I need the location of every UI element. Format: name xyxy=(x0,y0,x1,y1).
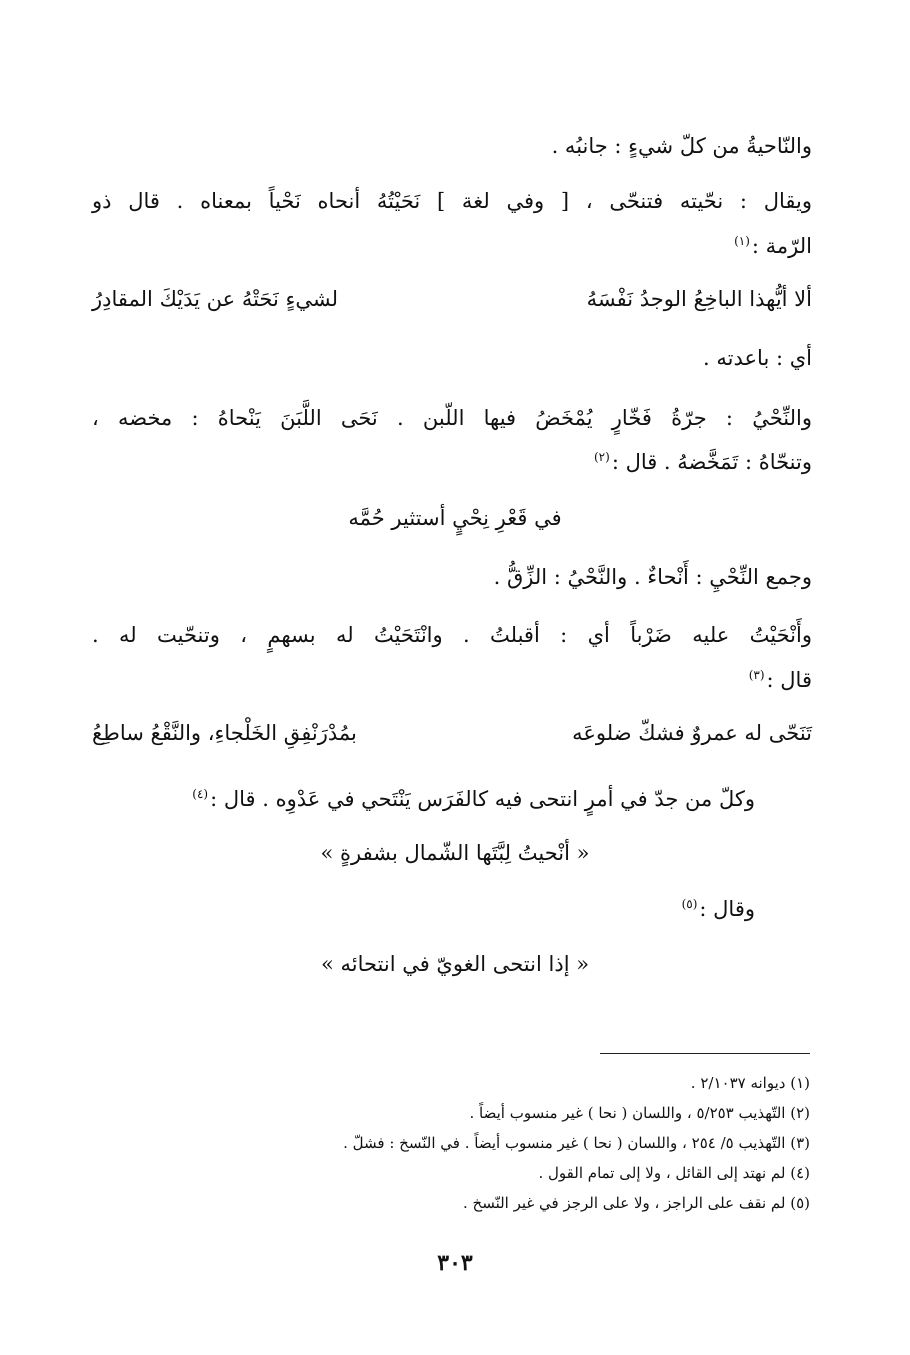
text-line: ويقال : نحّيته فتنحّى ، [ وفي لغة ] نَحَيْتُهُ أنحاه نَحْياً بمعناه . قال ذو xyxy=(92,189,812,213)
verse-first-hemistich: تَنَحّى له عمروٌ فشكّ ضلوعَه xyxy=(572,721,812,745)
footnote: (٢) التّهذيب ٥/٢٥٣ ، واللسان ( نحا ) غير منسوب أيضاً . xyxy=(469,1104,810,1122)
footnote-separator xyxy=(600,1053,810,1054)
text-segment: الرّمة : xyxy=(751,234,812,258)
text-segment: وقال : xyxy=(699,897,755,921)
text-line: أي : باعدته . xyxy=(703,346,812,370)
verse-second-hemistich: بمُدْرَنْفِقِ الخَلْجاءِ، والنَّقْعُ ساطِعُ xyxy=(92,721,357,745)
text-segment: قال : xyxy=(766,668,812,692)
footnote: (١) ديوانه ٢/١٠٣٧ . xyxy=(690,1074,810,1092)
text-line xyxy=(749,660,812,695)
text-segment: وتنحّاهُ : تَمَخَّضهُ . قال : xyxy=(611,450,812,474)
footnote-ref: (١) xyxy=(734,234,750,248)
text-segment: وكلّ من جدّ في أمرٍ انتحى فيه كالفَرَس يَنْتَحي في عَدْوِه . قال : xyxy=(210,787,755,811)
footnote-ref: (٣) xyxy=(748,668,765,682)
text-line: والنّاحيةُ من كلّ شيءٍ : جانبُه . xyxy=(551,134,812,158)
text-line xyxy=(594,442,812,477)
footnote-ref: (٤) xyxy=(192,787,209,801)
page-number: ٣٠٣ xyxy=(437,1250,473,1276)
text-line: وجمع النِّحْيِ : أَنْحاءٌ . والنَّحْيُ : الزِّقُّ . xyxy=(493,565,812,589)
text-line: وأَنْحَيْتُ عليه ضَرْباً أي : أقبلتُ . وانْتَحَيْتُ له بسهمٍ ، وتنحّيت له . xyxy=(92,623,812,647)
verse-second-hemistich: لشيءٍ نَحَتْهُ عن يَدَيْكَ المقادِرُ xyxy=(92,287,339,311)
poetry-verse: « إذا انتحى الغويّ في انتحائه » xyxy=(320,952,590,976)
footnote-ref: (٢) xyxy=(593,450,610,464)
footnote: (٤) لم نهتد إلى القائل ، ولا إلى تمام القول . xyxy=(538,1164,810,1182)
footnote: (٥) لم نقف على الراجز ، ولا على الرجز في غير النّسخ . xyxy=(462,1194,810,1212)
poetry-verse xyxy=(92,283,812,315)
poetry-verse xyxy=(92,717,812,749)
text-line xyxy=(192,779,755,814)
poetry-verse: « أنْحيتُ لِبَّتَها الشّمال بشفرةٍ » xyxy=(320,841,590,865)
verse-first-hemistich: ألا أيُّهذا الباخِعُ الوجدُ نَفْسَهُ xyxy=(586,287,812,311)
text-line xyxy=(682,889,755,924)
text-line: والنِّحْيُ : جرّةُ فَخّارٍ يُمْخَضُ فيها اللّبن . نَحَى اللَّبَنَ يَنْحاهُ : مخضه ، xyxy=(92,406,812,430)
poetry-verse: في قَعْرِ نِحْيٍ أستثير حُمَّه xyxy=(348,506,562,530)
footnote-ref: (٥) xyxy=(681,897,698,911)
footnote: (٣) التّهذيب ٥/ ٢٥٤ ، واللسان ( نحا ) غير منسوب أيضاً . في النّسخ : فشلّ . xyxy=(343,1134,810,1152)
text-line xyxy=(734,226,812,261)
